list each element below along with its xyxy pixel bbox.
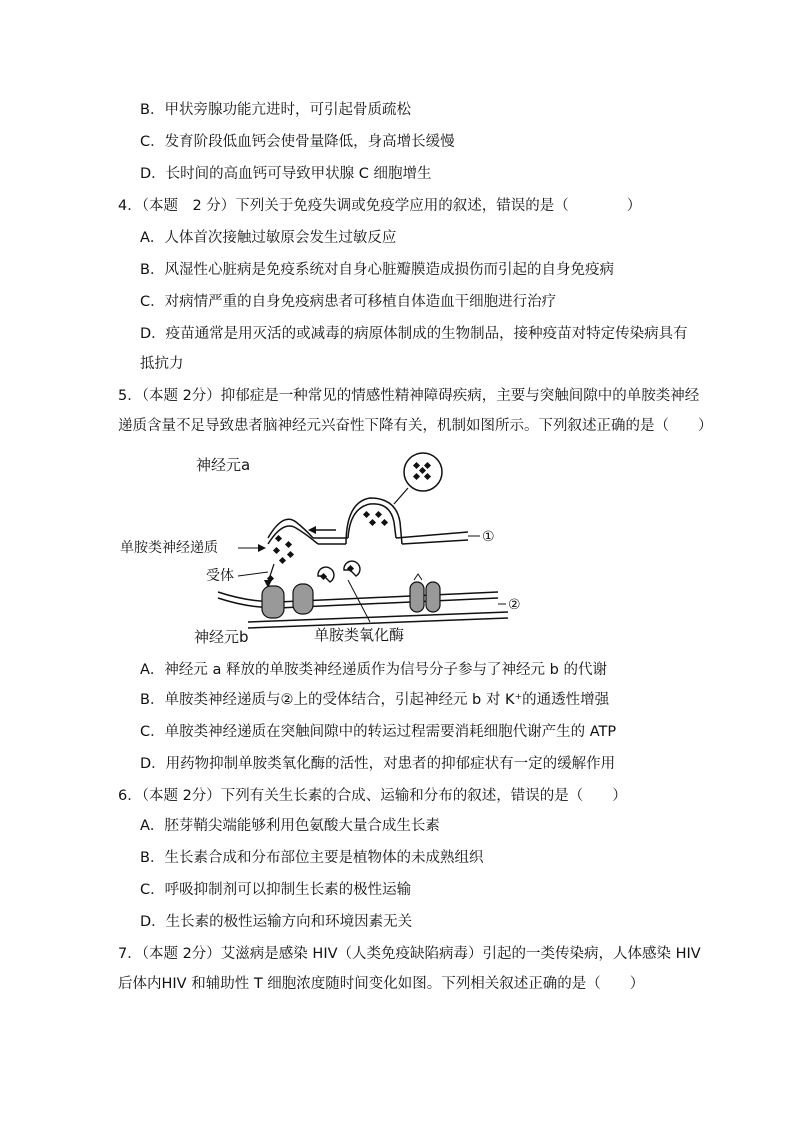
q4-option-d-continued: 抵抗力 bbox=[140, 356, 184, 372]
neuron-a-label: 神经元a bbox=[196, 456, 251, 474]
q5-option-d: D．用药物抑制单胺类氧化酶的活性，对患者的抑郁症状有一定的缓解作用 bbox=[140, 756, 616, 772]
q5-stem-line2: 递质含量不足导致患者脑神经元兴奋性下降有关，机制如图所示。下列叙述正确的是（ ） bbox=[118, 418, 713, 434]
cleft-transmitters bbox=[273, 535, 294, 564]
q5-option-a: A．神经元 a 释放的单胺类神经递质作为信号分子参与了神经元 b 的代谢 bbox=[140, 662, 607, 678]
q3-option-d: D．长时间的高血钙可导致甲状腺 C 细胞增生 bbox=[140, 166, 432, 182]
label-1: ① bbox=[482, 529, 495, 545]
q5-option-c: C．单胺类神经递质在突触间隙中的转运过程需要消耗细胞代谢产生的 ATP bbox=[140, 724, 617, 740]
q5-stem-line1: 5．（本题 2分）抑郁症是一种常见的情感性精神障碍疾病，主要与突触间隙中的单胺类神经 bbox=[118, 388, 700, 404]
q6-option-a: A．胚芽鞘尖端能够利用色氨酸大量合成生长素 bbox=[140, 818, 440, 834]
q4-option-a: A．人体首次接触过敏原会发生过敏反应 bbox=[140, 230, 397, 246]
q6-stem: 6．（本题 2分）下列有关生长素的合成、运输和分布的叙述，错误的是（ ） bbox=[118, 788, 627, 804]
q4-option-d: D．疫苗通常是用灭活的或减毒的病原体制成的生物制品，接种疫苗对特定传染病具有 bbox=[140, 326, 688, 342]
bulb-transmitters bbox=[363, 511, 388, 526]
q6-option-d: D．生长素的极性运输方向和环境因素无关 bbox=[140, 914, 413, 930]
receptor-label: 受体 bbox=[206, 568, 234, 584]
q4-option-c: C．对病情严重的自身免疫病患者可移植自体造血干细胞进行治疗 bbox=[140, 294, 557, 310]
enzyme-label: 单胺类氧化酶 bbox=[314, 626, 405, 644]
q3-option-b: B．甲状旁腺功能亢进时，可引起骨质疏松 bbox=[140, 102, 411, 118]
synapse-diagram bbox=[118, 452, 538, 652]
q4-option-b: B．风湿性心脏病是免疫系统对自身心脏瓣膜造成损伤而引起的自身免疫病 bbox=[140, 262, 614, 278]
q4-stem: 4．（本题 2 分）下列关于免疫失调或免疫学应用的叙述，错误的是（ ） bbox=[118, 198, 642, 214]
transmitter-label: 单胺类神经递质 bbox=[120, 540, 218, 556]
label-2: ② bbox=[508, 597, 521, 613]
q6-option-c: C．呼吸抑制剂可以抑制生长素的极性运输 bbox=[140, 882, 412, 898]
q6-option-b: B．生长素合成和分布部位主要是植物体的未成熟组织 bbox=[140, 850, 484, 866]
q3-option-c: C．发育阶段低血钙会使骨量降低，身高增长缓慢 bbox=[140, 134, 455, 150]
membrane-proteins bbox=[262, 582, 440, 618]
enzyme-shapes bbox=[318, 561, 360, 582]
neuron-b-label: 神经元b bbox=[194, 628, 249, 646]
q7-stem-line2: 后体内HIV 和辅助性 T 细胞浓度随时间变化如图。下列相关叙述正确的是（ ） bbox=[118, 976, 645, 992]
q7-stem-line1: 7．（本题 2分）艾滋病是感染 HIV（人类免疫缺陷病毒）引起的一类传染病，人体感染 HIV bbox=[118, 946, 701, 962]
q5-option-b: B．单胺类神经递质与②上的受体结合，引起神经元 b 对 K⁺的通透性增强 bbox=[140, 692, 610, 708]
